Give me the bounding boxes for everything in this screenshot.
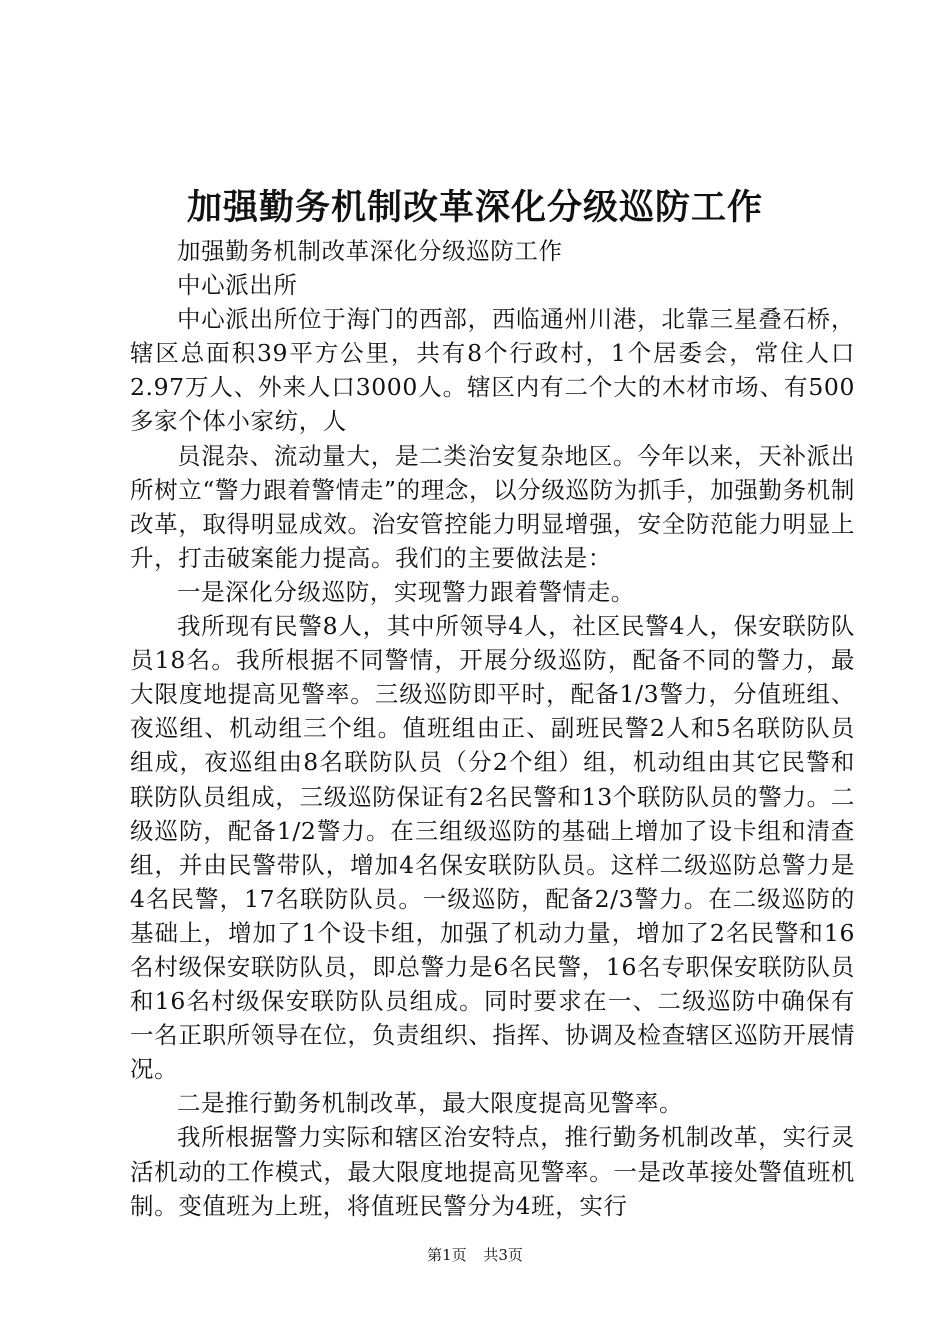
paragraph: 一是深化分级巡防，实现警力跟着警情走。 bbox=[177, 577, 635, 606]
paragraph: 中心派出所位于海门的西部，西临通州川港，北靠三星叠石桥，辖区总面积39平方公里，共有8个行政村，1个居委会，常住人口2.97万人、外来人口3000人。辖区内有二个大的木材市场、有500多家个体小家纺，人 bbox=[130, 305, 855, 436]
page-footer bbox=[0, 1244, 950, 1266]
page-total: 共3页 bbox=[483, 1246, 523, 1264]
page-number: 第1页 bbox=[427, 1246, 467, 1264]
document-body bbox=[130, 234, 855, 1223]
paragraph: 员混杂、流动量大，是二类治安复杂地区。今年以来，天补派出所树立“警力跟着警情走”的理念，以分级巡防为抓手，加强勤务机制改革，取得明显成效。治安管控能力明显增强，安全防范能力明显上升，打击破案能力提高。我们的主要做法是： bbox=[130, 441, 855, 572]
paragraph: 二是推行勤务机制改革，最大限度提高见警率。 bbox=[177, 1089, 684, 1118]
paragraph: 中心派出所 bbox=[177, 271, 298, 300]
paragraph: 加强勤务机制改革深化分级巡防工作 bbox=[177, 237, 563, 265]
document-title: 加强勤务机制改革深化分级巡防工作 bbox=[186, 187, 763, 228]
paragraph: 我所根据警力实际和辖区治安特点，推行勤务机制改革，实行灵活机动的工作模式，最大限度地提高见警率。一是改革接处警值班机制。变值班为上班，将值班民警分为4班，实行 bbox=[130, 1123, 855, 1220]
paragraph: 我所现有民警8人，其中所领导4人，社区民警4人，保安联防队员18名。我所根据不同警情，开展分级巡防，配备不同的警力，最大限度地提高见警率。三级巡防即平时，配备1/3警力，分值班组、夜巡组、机动组三个组。值班组由正、副班民警2人和5名联防队员组成，夜巡组由8名联防队员（分2个组）组，机动组由其它民警和联防队员组成，三级巡防保证有2名民警和13个联防队员的警力。二级巡防，配备1/2警力。在三组级巡防的基础上增加了设卡组和清查组，并由民警带队，增加4名保安联防队员。这样二级巡防总警力是4名民警，17名联防队员。一级巡防，配备2/3警力。在二级巡防的基础上，增加了1个设卡组，加强了机动力量，增加了2名民警和16名村级保安联防队员，即总警力是6名民警，16名专职保安联防队员和16名村级保安联防队员组成。同时要求在一、二级巡防中确保有一名正职所领导在位，负责组织、指挥、协调及检查辖区巡防开展情况。 bbox=[130, 612, 855, 1084]
